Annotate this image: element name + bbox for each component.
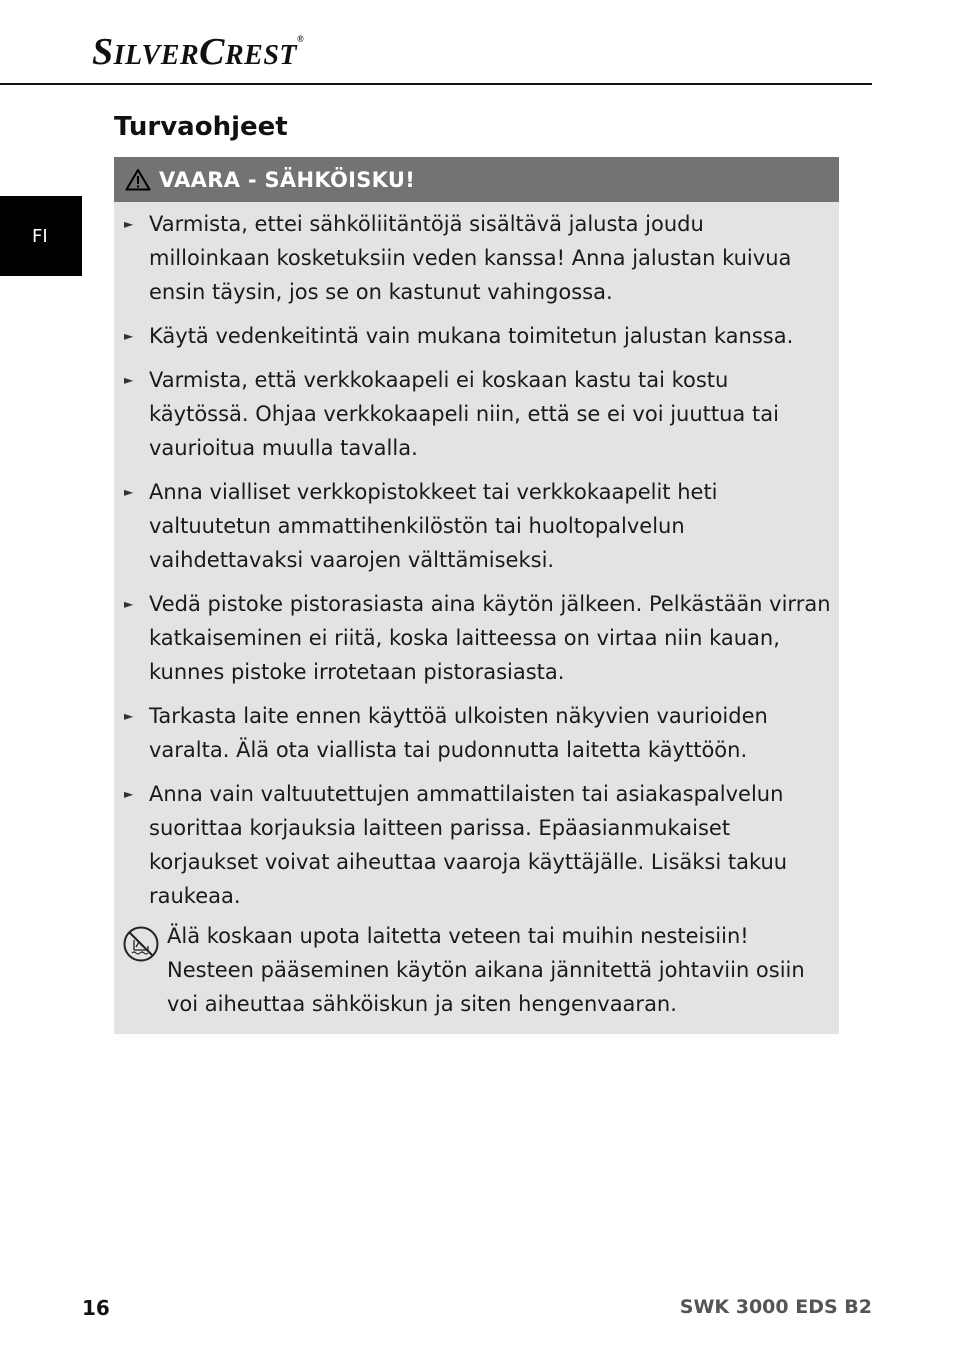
list-item	[114, 207, 839, 309]
logo-letters-rest: REST	[225, 40, 298, 71]
logo-letter-s: S	[92, 31, 114, 73]
language-tab	[0, 196, 82, 276]
list-item	[114, 363, 839, 465]
bullet-arrow-icon: ►	[124, 787, 134, 801]
registered-mark: ®	[297, 34, 305, 44]
warning-heading: VAARA - SÄHKÖISKU!	[159, 167, 416, 192]
bullet-arrow-icon: ►	[124, 217, 134, 231]
language-tab-label: FI	[32, 225, 48, 247]
section-title: Turvaohjeet	[114, 112, 288, 142]
bullet-arrow-icon: ►	[124, 597, 134, 611]
note-text: Älä koskaan upota laitetta veteen tai muihin nesteisiin! Nesteen pääseminen käytön aikana jännitettä johtaviin osiin voi aiheuttaa sähköiskun ja siten hengenvaaran.	[167, 924, 805, 1016]
list-item	[114, 587, 839, 689]
list-item-text: Anna vain valtuutettujen ammattilaisten tai asiakaspalvelun suorittaa korjauksia laitteen parissa. Epäasianmukaiset korjaukset voivat aiheuttaa vaaroja käyttäjälle. Lisäksi takuu raukeaa.	[149, 782, 788, 908]
bullet-arrow-icon: ►	[124, 485, 134, 499]
list-item-text: Tarkasta laite ennen käyttöä ulkoisten näkyvien vaurioiden varalta. Älä ota viallista tai pudonnutta laitetta käyttöön.	[149, 704, 768, 762]
bullet-arrow-icon: ►	[124, 373, 134, 387]
bullet-arrow-icon: ►	[124, 329, 134, 343]
model-number: SWK 3000 EDS B2	[679, 1296, 872, 1318]
list-item-text: Anna vialliset verkkopistokkeet tai verkkokaapelit heti valtuutetun ammattihenkilöstön tai huoltopalvelun vaihdettavaksi vaarojen välttämiseksi.	[149, 480, 718, 572]
warning-list	[114, 207, 839, 923]
page-number: 16	[82, 1296, 110, 1320]
list-item	[114, 777, 839, 913]
warning-box	[114, 157, 839, 1034]
header-divider	[0, 83, 872, 85]
list-item-text: Käytä vedenkeitintä vain mukana toimitetun jalustan kanssa.	[149, 324, 794, 348]
list-item-text: Varmista, että verkkokaapeli ei koskaan kastu tai kostu käytössä. Ohjaa verkkokaapeli niin, että se ei voi juuttua tai vaurioitua muulla tavalla.	[149, 368, 779, 460]
list-item-text: Vedä pistoke pistorasiasta aina käytön jälkeen. Pelkästään virran katkaiseminen ei riitä, koska laitteessa on virtaa niin kauan, kunnes pistoke irrotetaan pistorasiasta.	[149, 592, 831, 684]
logo-letter-c: C	[199, 31, 225, 73]
list-item	[114, 699, 839, 767]
brand-logo	[92, 30, 304, 74]
logo-letters-ilver: ILVER	[113, 40, 200, 71]
list-item	[114, 319, 839, 353]
list-item-text: Varmista, ettei sähköliitäntöjä sisältävä jalusta joudu milloinkaan kosketuksiin veden kanssa! Anna jalustan kuivua ensin täysin, jos se on kastunut vahingossa.	[149, 212, 792, 304]
warning-triangle-icon	[125, 168, 151, 191]
list-item	[114, 475, 839, 577]
bullet-arrow-icon: ►	[124, 709, 134, 723]
no-immersion-icon	[122, 925, 160, 963]
warning-heading-bar	[114, 157, 839, 202]
